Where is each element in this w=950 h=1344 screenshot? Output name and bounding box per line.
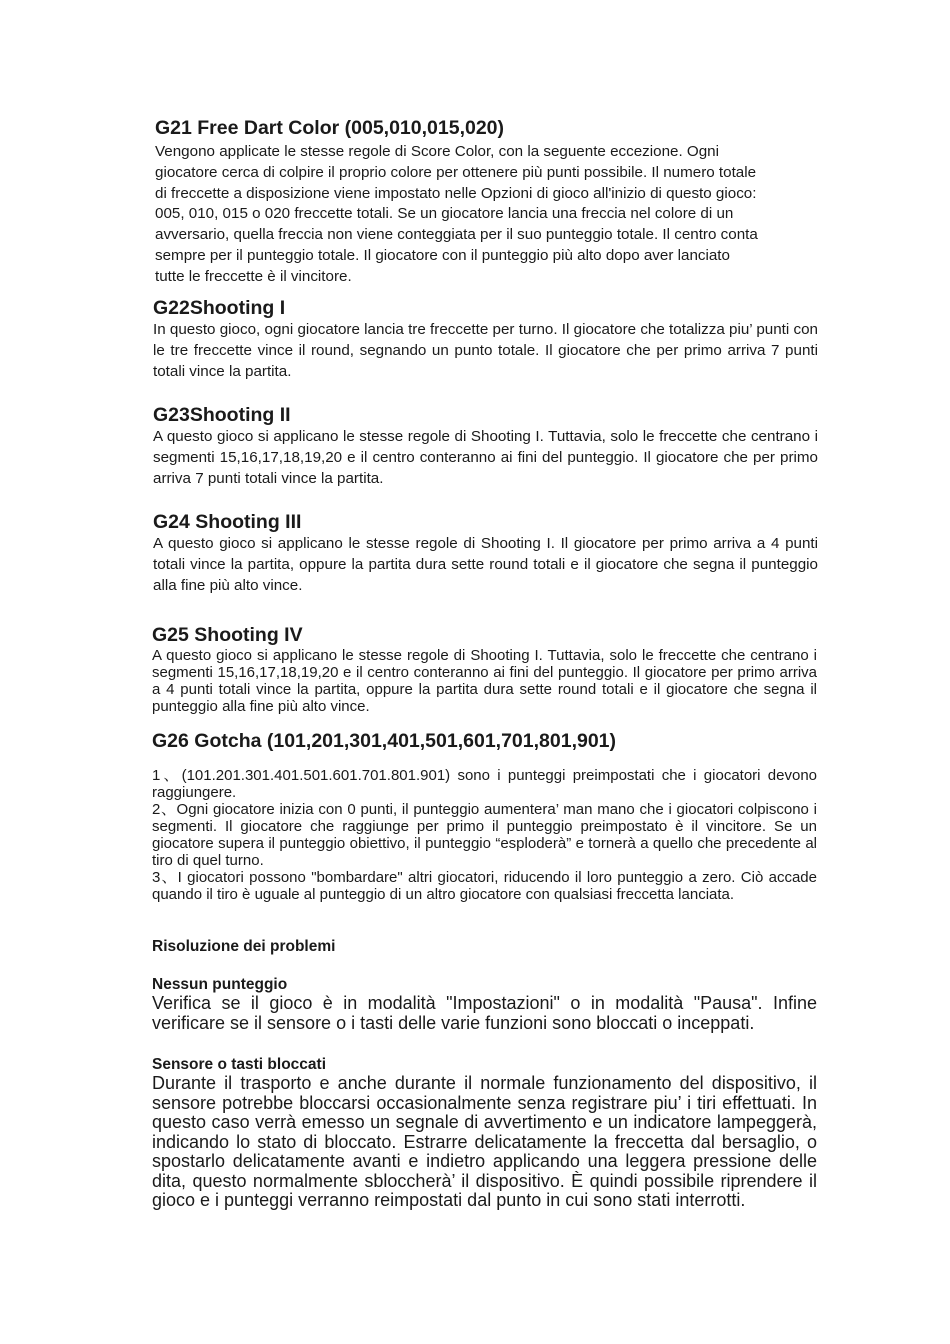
section-stuck-sensor [152,1056,817,1211]
section-body: A questo gioco si applicano le stesse regole di Shooting I. Il giocatore per primo arriva a 4 punti totali vince la partita, oppure la partita dura sette round totali e il giocatore che segna il punteggio alla fine più alto vince. [153,535,818,594]
body-line: di freccette a disposizione viene impostato nelle Opzioni di gioco all'inizio di questo gioco: [155,184,757,202]
section-title: G26 Gotcha (101,201,301,401,501,601,701,801,901) [152,730,617,752]
section-title: G23Shooting II [153,404,291,426]
body-line: sempre per il punteggio totale. Il giocatore con il punteggio più alto dopo aver lanciato [155,246,730,264]
subsection-title: Nessun punteggio [152,976,288,993]
body-line: avversario, quella freccia non viene conteggiata per il suo punteggio totale. Il centro conta [155,226,758,244]
list-item: 3、I giocatori possono "bombardare" altri giocatori, riducendo il loro punteggio a zero. Ciò accade quando il tiro è uguale al punteggio di un altro giocatore con qualsiasi freccetta lanciata. [152,869,817,903]
subsection-body: Verifica se il gioco è in modalità "Impostazioni" o in modalità "Pausa". Infine verificare se il sensore o i tasti delle varie funzioni sono bloccati o inceppati. [152,993,817,1033]
section-body [155,142,820,288]
section-title: G21 Free Dart Color (005,010,015,020) [155,117,505,139]
section-no-score [152,976,817,1033]
section-g22 [153,296,818,382]
troubleshooting-title: Risoluzione dei problemi [152,938,336,955]
subsection-body: Durante il trasporto e anche durante il normale funzionamento del dispositivo, il sensore potrebbe bloccarsi occasionalmente senza registrare piu’ i tiri effettuati. In questo caso verrà emesso un segnale di avvertimento e un indicatore lampeggerà, indicando lo stato di bloccato. Estrarre delicatamente la freccetta dal bersaglio, o spostarlo delicatamente avanti e indietro applicando una leggera pressione delle dita, questo normalmente sbloccherà’ il dispositivo. È quindi possibile riprendere il gioco e i punteggi verranno reimpostati dal punto in cui sono stati interrotti. [152,1073,817,1210]
section-list [152,767,817,903]
section-body: A questo gioco si applicano le stesse regole di Shooting I. Tuttavia, solo le freccette che centrano i segmenti 15,16,17,18,19,20 e il centro conteranno ai fini del punteggio. Il giocatore per primo arriva a 4 punti totali vince la partita, oppure la partita dura sette round totali e il giocatore che segna il punteggio alla fine più alto vince. [152,647,817,715]
body-line: tutte le freccette è il vincitore. [155,267,352,285]
body-line: Vengono applicate le stesse regole di Score Color, con la seguente eccezione. Ogni [155,143,719,160]
section-body: A questo gioco si applicano le stesse regole di Shooting I. Tuttavia, solo le freccette che centrano i segmenti 15,16,17,18,19,20 e il centro conteranno ai fini del punteggio. Il giocatore che per primo arriva 7 punti totali vince la partita. [153,428,818,487]
list-item: 2、Ogni giocatore inizia con 0 punti, il punteggio aumentera’ man mano che i giocatori colpiscono i segmenti. Il giocatore che raggiunge per primo il punteggio preimpostato è il vincitore. Se un giocatore supera il punteggio obiettivo, il punteggio “esploderà” e tornerà a quello che precedente al tiro di quel turno. [152,801,817,869]
section-g23 [153,403,818,489]
subsection-title: Sensore o tasti bloccati [152,1056,326,1073]
section-g26 [152,729,817,903]
section-g24 [153,510,818,596]
section-title: G24 Shooting III [153,511,302,533]
section-body: In questo gioco, ogni giocatore lancia tre freccette per turno. Il giocatore che totalizza piu’ punti con le tre freccette vince il round, segnando un punto totale. Il giocatore che per primo arriva 7 punti totali vince la partita. [153,321,818,380]
body-line: giocatore cerca di colpire il proprio colore per ottenere più punti possibile. Il numero totale [155,163,757,181]
section-title: G25 Shooting IV [152,624,303,646]
list-item: 1、(101.201.301.401.501.601.701.801.901) sono i punteggi preimpostati che i giocatori devono raggiungere. [152,767,817,801]
section-g25 [152,623,817,715]
section-title: G22Shooting I [153,297,286,319]
section-g21 [155,116,820,288]
body-line: 005, 010, 015 o 020 freccette totali. Se un giocatore lancia una freccia nel colore di un [155,205,734,223]
troubleshooting-heading-block [152,938,817,956]
